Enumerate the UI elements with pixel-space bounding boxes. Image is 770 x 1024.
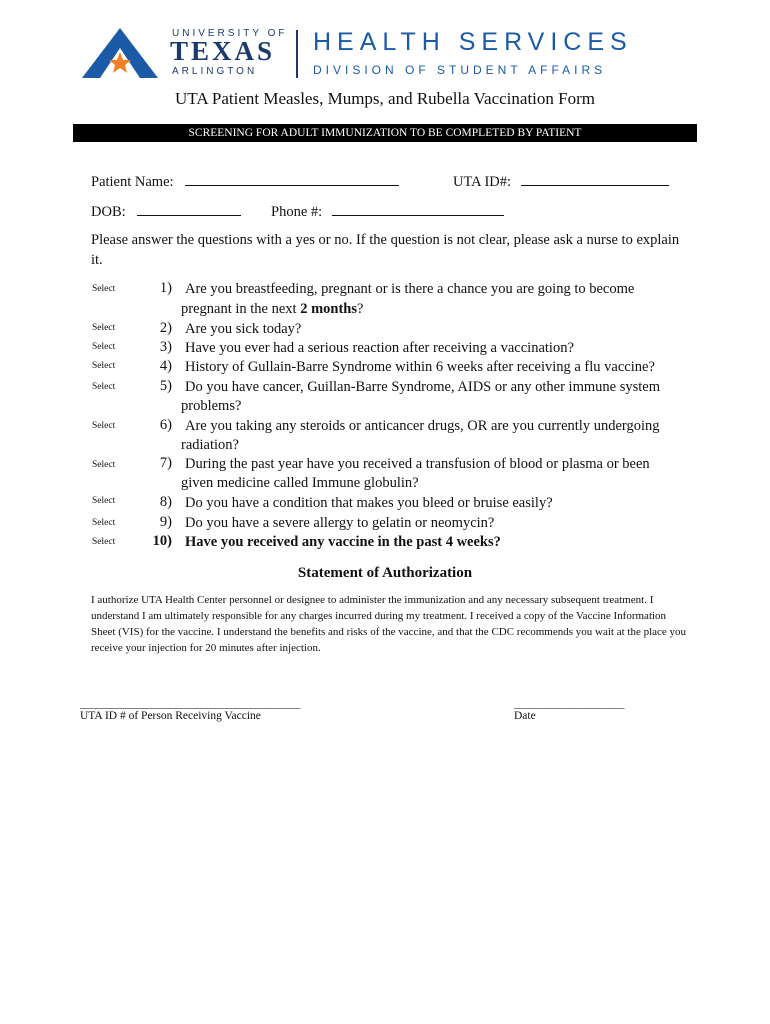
dob-input[interactable]	[137, 201, 241, 216]
university-bottom-text: ARLINGTON	[172, 66, 258, 77]
division-subtitle: DIVISION OF STUDENT AFFAIRS	[313, 63, 607, 77]
screening-banner: SCREENING FOR ADULT IMMUNIZATION TO BE COMPLETED BY PATIENT	[73, 124, 697, 142]
uta-id-label: UTA ID#:	[453, 174, 512, 190]
q5-select[interactable]: Select	[92, 382, 116, 392]
q1-text-continued: pregnant in the next 2 months?	[181, 301, 364, 317]
q10-number: 10)	[152, 533, 172, 549]
phone-field	[271, 201, 504, 221]
q7-number: 7)	[159, 455, 172, 471]
q4-number: 4)	[159, 358, 172, 374]
q5-text: Do you have cancer, Guillan-Barre Syndrome, AIDS or any other immune system	[185, 379, 660, 395]
q2-select[interactable]: Select	[92, 323, 116, 333]
uta-logo	[80, 26, 160, 82]
authorization-title: Statement of Authorization	[297, 565, 473, 581]
q2-number: 2)	[159, 320, 172, 336]
q1-number: 1)	[159, 280, 172, 296]
date-signature-line[interactable]: ______________________	[514, 698, 624, 710]
university-name-text: TEXAS	[170, 36, 276, 66]
q4-select[interactable]: Select	[92, 361, 116, 371]
dob-label: DOB:	[91, 204, 126, 220]
q5-number: 5)	[159, 378, 172, 394]
q8-text: Do you have a condition that makes you bleed or bruise easily?	[185, 495, 553, 511]
q6-select[interactable]: Select	[92, 421, 116, 431]
form-title: UTA Patient Measles, Mumps, and Rubella Vaccination Form	[175, 89, 595, 108]
university-top-text: UNIVERSITY OF	[172, 28, 288, 39]
q6-number: 6)	[159, 417, 172, 433]
q9-text: Do you have a severe allergy to gelatin or neomycin?	[185, 515, 495, 531]
q5-text-continued: problems?	[181, 398, 242, 414]
q10-text: Have you received any vaccine in the past 4 weeks?	[185, 534, 501, 550]
q6-text: Are you taking any steroids or anticancer drugs, OR are you currently undergoing	[185, 418, 660, 434]
q9-number: 9)	[159, 514, 172, 530]
q7-text: During the past year have you received a transfusion of blood or plasma or been	[185, 456, 650, 472]
q10-select[interactable]: Select	[92, 537, 116, 547]
q3-number: 3)	[159, 339, 172, 355]
q2-text: Are you sick today?	[185, 321, 302, 337]
q3-select[interactable]: Select	[92, 342, 116, 352]
patient-name-label: Patient Name:	[91, 174, 174, 190]
q7-select[interactable]: Select	[92, 460, 116, 470]
patient-name-input[interactable]	[185, 171, 399, 186]
date-signature-label: Date	[514, 710, 536, 722]
department-title: HEALTH SERVICES	[313, 28, 633, 56]
q3-text: Have you ever had a serious reaction after receiving a vaccination?	[185, 340, 574, 356]
q1-select[interactable]: Select	[92, 284, 116, 294]
uta-id-signature-line[interactable]: ____________________________________________	[80, 698, 300, 710]
q9-select[interactable]: Select	[92, 518, 116, 528]
dob-field	[91, 201, 241, 221]
q4-text: History of Gullain-Barre Syndrome within 6 weeks after receiving a flu vaccine?	[185, 359, 655, 375]
q7-text-continued: given medicine called Immune globulin?	[181, 475, 419, 491]
logo-divider	[296, 30, 298, 78]
q6-text-continued: radiation?	[181, 437, 239, 453]
uta-id-input[interactable]	[521, 171, 669, 186]
uta-id-signature-label: UTA ID # of Person Receiving Vaccine	[80, 710, 261, 722]
uta-id-field	[453, 171, 669, 191]
patient-name-field	[91, 171, 399, 191]
phone-input[interactable]	[332, 201, 504, 216]
phone-label: Phone #:	[271, 204, 323, 220]
q8-number: 8)	[159, 494, 172, 510]
instructions-text: Please answer the questions with a yes or no. If the question is not clear, please ask a nurse to explain it.	[91, 232, 680, 268]
authorization-body: I authorize UTA Health Center personnel or designee to administer the immunization and any necessary subsequent treatment. I understand I am ultimately responsible for any charges incurred during my treatment. I received a copy of the Vaccine Information Sheet (VIS) for the vaccine. I understand the benefits and risks of the vaccine, and that the CDC recommends you wait at the place you receive your injection for 20 minutes after injection.	[91, 594, 687, 654]
q1-text: Are you breastfeeding, pregnant or is there a chance you are going to become	[185, 281, 635, 297]
q8-select[interactable]: Select	[92, 496, 116, 506]
